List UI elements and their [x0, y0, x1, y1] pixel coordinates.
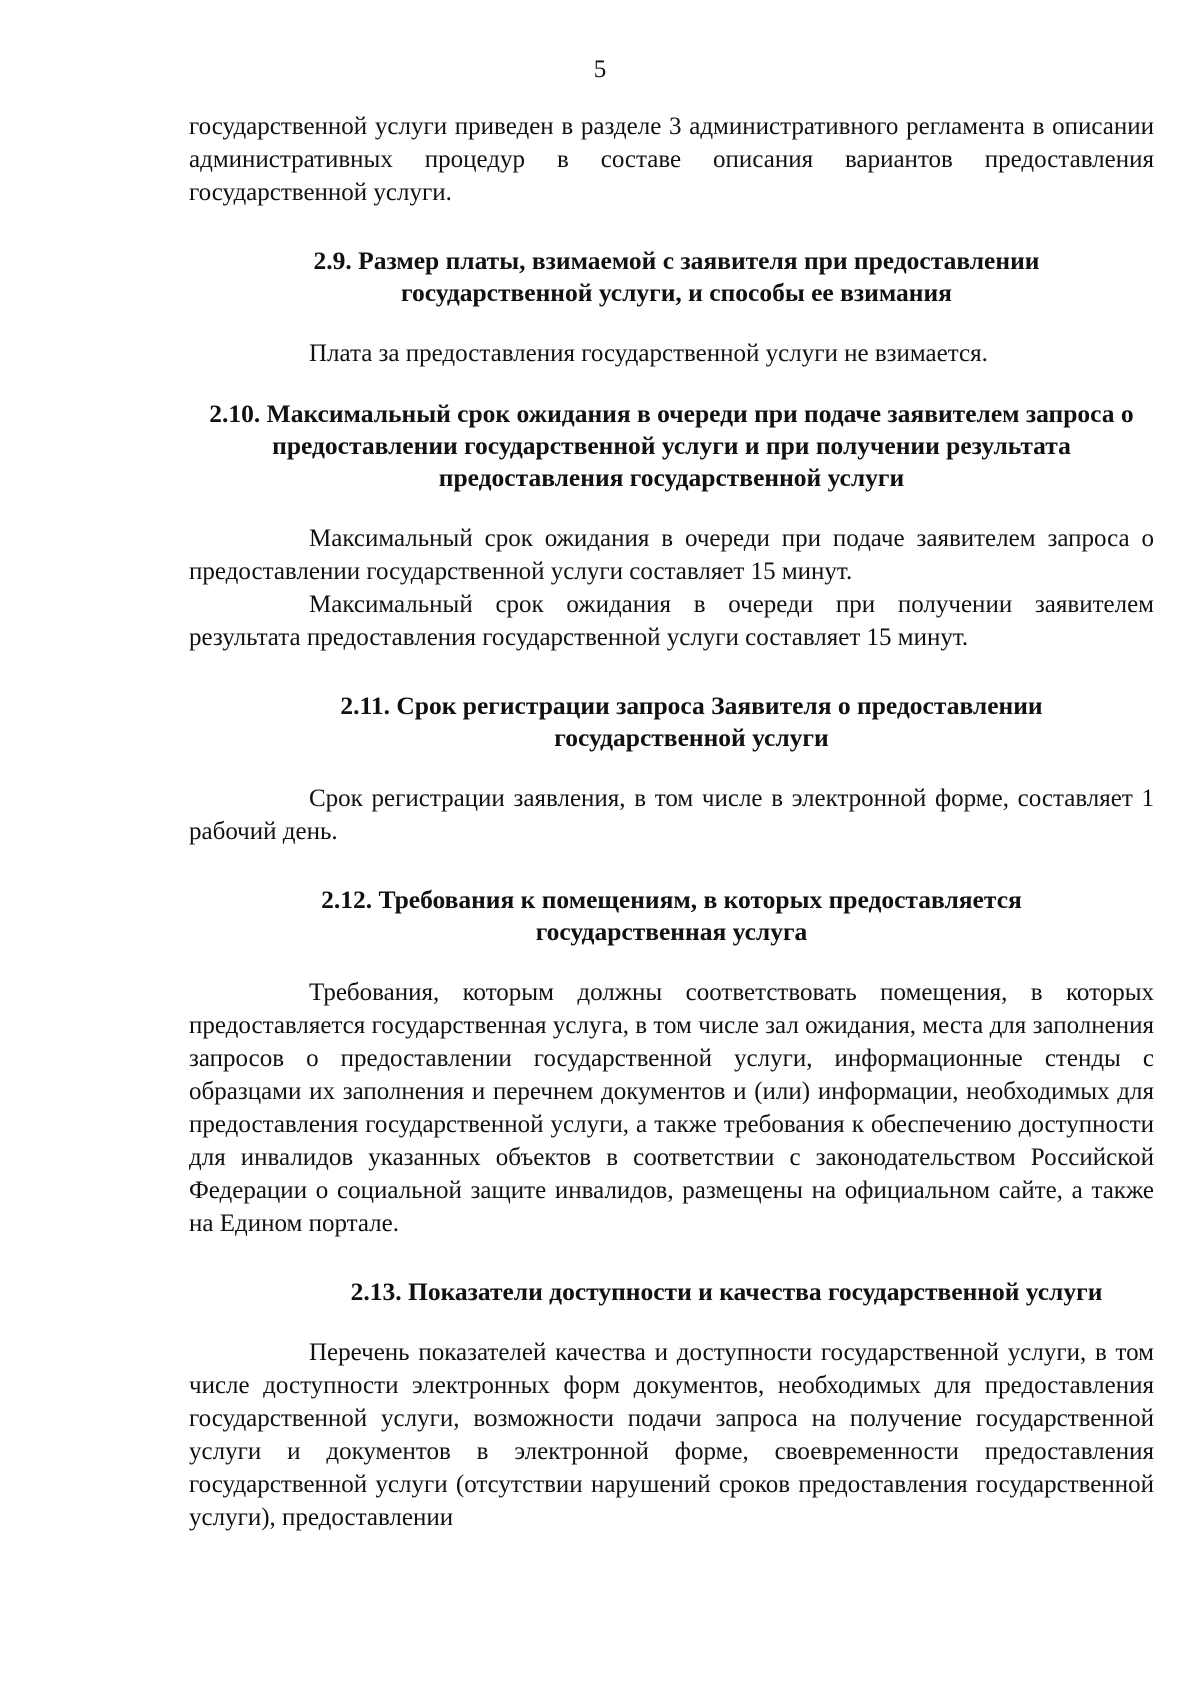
section-2-9-paragraph: Плата за предоставления государственной услуги не взимается.: [309, 340, 988, 367]
page-number: 5: [593, 56, 607, 83]
section-heading-2-11: 2.11. Срок регистрации запроса Заявителя о предоставлении государственной услуги: [340, 691, 1043, 752]
section-2-10-paragraph-2: Максимальный срок ожидания в очереди при получении заявителем результата предоставления государственной услуги составляет 15 минут.: [189, 591, 1154, 651]
intro-paragraph: государственной услуги приведен в разделе 3 административного регламента в описании административных процедур в составе описания вариантов предоставления государственной услуги.: [189, 113, 1154, 206]
section-2-10-paragraph-1: Максимальный срок ожидания в очереди при подаче заявителем запроса о предоставлении государственной услуги составляет 15 минут.: [189, 525, 1154, 585]
section-heading-2-9: 2.9. Размер платы, взимаемой с заявителя при предоставлении государственной услуги, и способы ее взимания: [313, 246, 1040, 307]
section-2-13-paragraph: Перечень показателей качества и доступности государственной услуги, в том числе доступности электронных форм документов, необходимых для предоставления государственной услуги, возможности подачи запроса на получение государственной услуги и документов в электронной форме, своевременности предоставления государственной услуги (отсутствии нарушений сроков предоставления государственной услуги), предоставлении: [189, 1339, 1154, 1531]
section-heading-2-12: 2.12. Требования к помещениям, в которых предоставляется государственная услуга: [321, 885, 1022, 946]
document-body: [189, 110, 1154, 1534]
section-heading-2-13: 2.13. Показатели доступности и качества государственной услуги: [350, 1277, 1103, 1306]
section-heading-2-10: 2.10. Максимальный срок ожидания в очереди при подаче заявителем запроса о предоставлении государственной услуги и при получении результата предоставления государственной услуги: [209, 399, 1134, 492]
section-2-11-paragraph: Срок регистрации заявления, в том числе в электронной форме, составляет 1 рабочий день.: [189, 785, 1154, 845]
section-2-12-paragraph: Требования, которым должны соответствовать помещения, в которых предоставляется государственная услуга, в том числе зал ожидания, места для заполнения запросов о предоставлении государственной услуги, информационные стенды с образцами их заполнения и перечнем документов и (или) информации, необходимых для предоставления государственной услуги, а также требования к обеспечению доступности для инвалидов указанных объектов в соответствии с законодательством Российской Федерации о социальной защите инвалидов, размещены на официальном сайте, а также на Едином портале.: [189, 979, 1154, 1237]
